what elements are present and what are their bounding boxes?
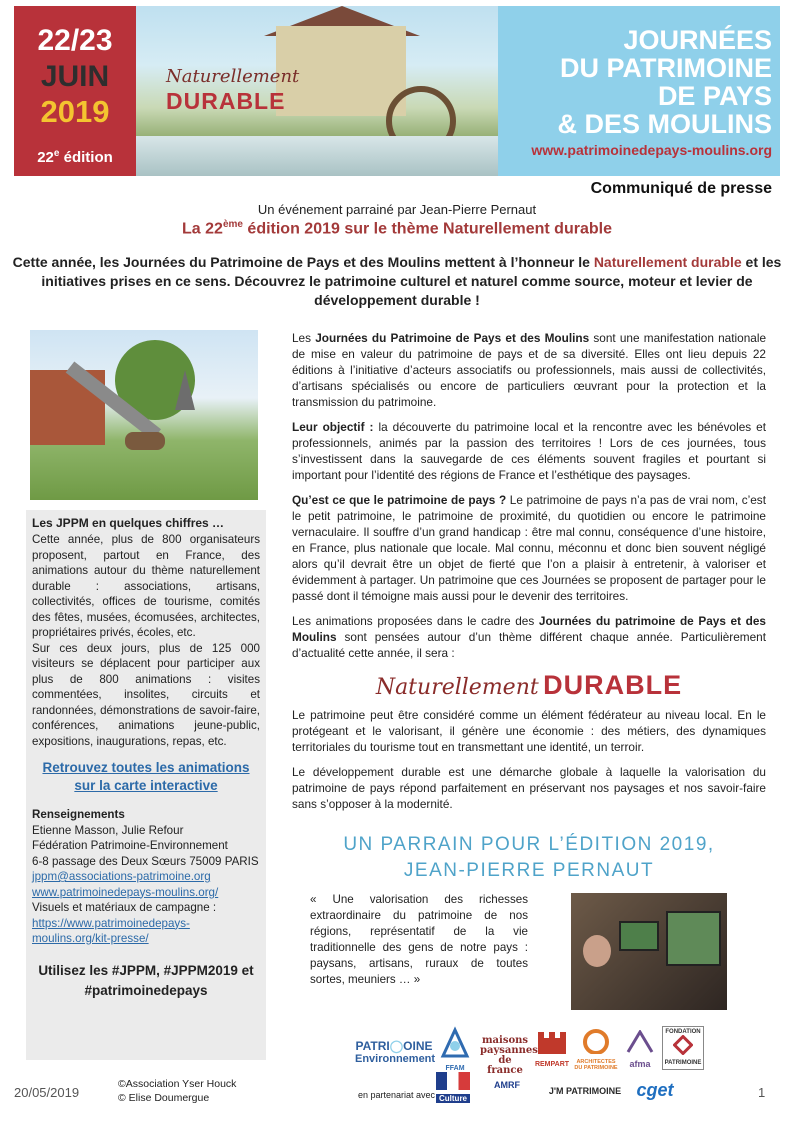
heritage-photo [30, 330, 258, 500]
sponsor-title [292, 832, 766, 884]
culture-ministry-logo: Culture [436, 1072, 470, 1112]
afma-logo: afma [622, 1030, 658, 1069]
title-line-4: & DES MOULINS [557, 109, 772, 139]
amrf-logo: AMRF [494, 1080, 520, 1090]
key-figures-paragraph-1: Cette année, plus de 800 organisateurs proposent, partout en France, des animations autour du thème naturellement durable : associations, artisans, collectivités, offices de tourisme, comités des fêtes, musées, écomusées, architectes, propriétaires privés, écoles, etc. [32, 533, 260, 639]
contact-email-link[interactable]: jppm@associations-patrimoine.org [32, 870, 211, 883]
website-link[interactable]: www.patrimoinedepays-moulins.org/ [32, 885, 219, 899]
theme-script: Naturellement [375, 675, 539, 700]
intro-highlight: Naturellement durable [593, 254, 742, 270]
intro-paragraph: Cette année, les Journées du Patrimoine de Pays et des Moulins mettent à l’honneur le Naturellement durable et les initiatives prises en ce sens. Découvrez le patrimoine culturel et naturel comme source, moteur et levier de développement durable ! [12, 254, 782, 308]
painting-shape [666, 911, 721, 966]
mon-patrimoine-logo: J'M PATRIMOINE [548, 1086, 622, 1096]
page-number: 1 [758, 1085, 766, 1100]
afma-emblem-icon [624, 1030, 656, 1054]
header-banner [14, 6, 780, 176]
slogan-bold: DURABLE [166, 88, 286, 114]
maisons-paysannes-logo: maisons paysannes de france [480, 1035, 538, 1076]
key-figures-box [26, 510, 266, 1060]
date-box [14, 6, 136, 176]
mill-photo [136, 6, 498, 176]
title-line-1: JOURNÉES [623, 25, 772, 55]
rempart-emblem-icon [534, 1030, 570, 1056]
edition-headline: La 22ème édition 2019 sur le thème Naturellement durable [182, 219, 612, 238]
flag-shape [436, 1072, 470, 1090]
fondation-patrimoine-logo: FONDATION PATRIMOINE [662, 1026, 704, 1070]
date-month: JUIN [40, 60, 110, 93]
hashtags: Utilisez les #JPPM, #JPPM2019 et #patrimoinedepays [38, 962, 254, 998]
title-line-2: DU PATRIMOINE [560, 53, 772, 83]
press-kit-link[interactable]: https://www.patrimoinedepays-moulins.org/kit-presse/ [32, 916, 190, 945]
footer-date: 20/05/2019 [14, 1085, 80, 1100]
partner-label: en partenariat avec [358, 1090, 436, 1100]
main-paragraph-5: Le patrimoine peut être considéré comme un élément fédérateur au niveau local. En le protégeant et le valorisant, il génère une économie : des métiers, des dynamiques territoriales du tourisme tout en transmettant une identité, un terroir. [292, 708, 766, 754]
contact-names: Etienne Masson, Julie Refour [32, 823, 184, 837]
event-title-box [498, 6, 780, 176]
sponsor-title-line-1: UN PARRAIN POUR L’ÉDITION 2019, [343, 834, 715, 855]
ffam-logo: FFAM [437, 1026, 473, 1068]
main-text [292, 330, 766, 821]
rempart-logo: REMPART [534, 1030, 570, 1068]
water-shape [136, 136, 498, 176]
date-days: 22/23 [37, 24, 113, 57]
main-paragraph-2: Leur objectif : la découverte du patrimoine local et la rencontre avec les bénévoles et professionnels, animés par la passion des territoires ! Lors de ces journées, tous s’investissent dans la sauvegarde de ces éléments souvent fragiles et pourtant si important pour l’identité des régions de France et l’esthétique des paysages. [292, 420, 766, 482]
theme-logo [292, 670, 766, 701]
horse-shape [125, 432, 165, 450]
church-steeple-shape [175, 370, 195, 410]
architectes-patrimoine-logo: ARCHITECTES DU PATRIMOINE [574, 1028, 618, 1071]
sponsor-line: Un événement parrainé par Jean-Pierre Pernaut [257, 202, 537, 217]
visuals-label: Visuels et matériaux de campagne : [32, 901, 217, 914]
contact-heading: Renseignements [32, 808, 125, 821]
main-paragraph-3: Qu’est ce que le patrimoine de pays ? Le patrimoine de pays n’a pas de vrai nom, c’est le petit patrimoine, le patrimoine de proximité, du quotidien ou encore le patrimoine vernaculaire. Il souffre d’un grand handicap : être mal connu, conséquence d’une histoire, en France, plus nationale que locale. Mal connu, méconnu et donc bien souvent négligé alors qu’il devrait être un objet de fierté que l’on a plaisir à entretenir, à valoriser et évidemment à partager. Un patrimoine que ces Journées se proposent de partager pour le passé dont il témoigne mais aussi pour le devenir des territoires. [292, 493, 766, 603]
ffam-emblem-icon [437, 1026, 473, 1060]
cget-logo: cget [636, 1080, 674, 1100]
person-shape [583, 935, 611, 967]
slogan-script: Naturellement [166, 66, 300, 87]
patrimoine-environnement-logo: PATRI◯OINE Environnement [355, 1039, 436, 1065]
sponsor-quote: « Une valorisation des richesses extraordinaire du patrimoine de nos régions, représentatif de la vie traditionnelle des gens de notre pays : paysans, artisans, ruraux de toutes sortes, meuniers … » [310, 893, 528, 986]
sponsor-title-line-2: JEAN-PIERRE PERNAUT [403, 860, 655, 881]
key-figures-paragraph-2: Sur ces deux jours, plus de 125 000 visiteurs se déplacent pour participer aux plus de 800 animations : visites commentées, insolites, circuits et randonnées, démonstrations de savoir-faire, conférences, animations jeune-public, expositions, inaugurations, repas, etc. [32, 641, 260, 748]
contact-address: 6-8 passage des Deux Sœurs 75009 PARIS [32, 854, 259, 868]
painting-shape [619, 921, 659, 951]
interactive-map-link[interactable]: Retrouvez toutes les animations sur la carte interactive [42, 760, 250, 793]
photo-credits: ©Association Yser Houck © Elise Doumergue [118, 1078, 237, 1104]
banner-url[interactable]: www.patrimoinedepays-moulins.org [531, 142, 772, 158]
press-release-label: Communiqué de presse [590, 180, 772, 197]
date-year: 2019 [40, 94, 110, 129]
architectes-emblem-icon [576, 1028, 616, 1054]
title-line-3: DE PAYS [657, 81, 772, 111]
edition-label: 22e édition [37, 148, 113, 166]
contact-org: Fédération Patrimoine-Environnement [32, 839, 228, 852]
fondation-emblem-icon [673, 1035, 693, 1055]
main-paragraph-4: Les animations proposées dans le cadre des Journées du patrimoine de Pays et des Moulins sont pensées autour d’un thème différent chaque année. Particulièrement d’actualité cette année, il sera : [292, 614, 766, 660]
contact-info [32, 807, 260, 947]
sponsor-photo [571, 893, 727, 1010]
theme-bold: DURABLE [543, 670, 683, 700]
key-figures-heading: Les JPPM en quelques chiffres … [32, 516, 225, 530]
main-paragraph-1: Les Journées du Patrimoine de Pays et des Moulins sont une manifestation nationale de mise en valeur du patrimoine de pays et de sa diversité. Elles ont lieu depuis 22 éditions à l’initiative d’acteurs associatifs ou professionnels, mais aussi de collectivités, d’artisans spécialisés ou encore de particuliers œuvrant pour la protection et la transmission du patrimoine. [292, 331, 766, 409]
main-paragraph-6: Le développement durable est une démarche globale à laquelle la valorisation du patrimoine de pays répond parfaitement en préservant nos paysages et nos savoir-faire sans s’opposer à la modernité. [292, 765, 766, 811]
